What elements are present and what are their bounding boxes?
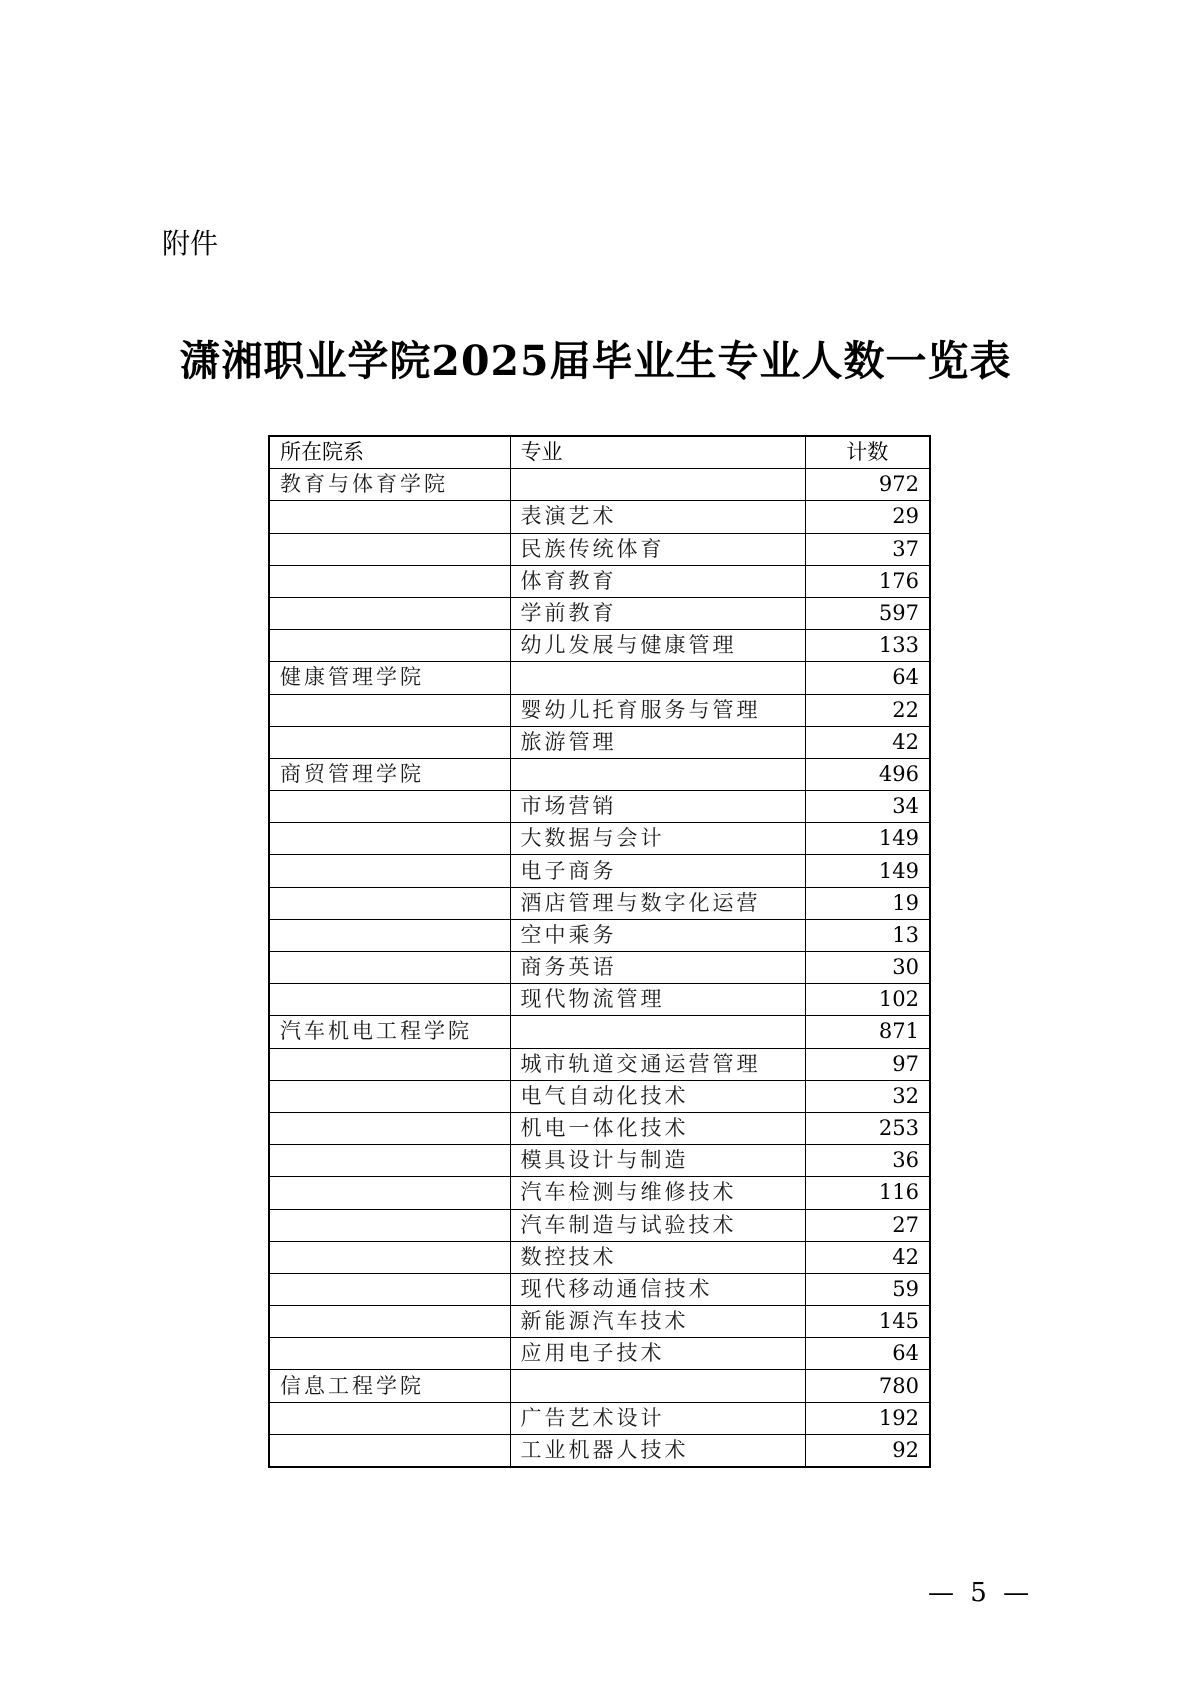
- cell-major: 商务英语: [510, 952, 805, 984]
- cell-count: 145: [805, 1306, 930, 1338]
- table-row: [269, 1016, 930, 1048]
- cell-dept: [269, 533, 510, 565]
- cell-count: 34: [805, 791, 930, 823]
- cell-major: 表演艺术: [510, 501, 805, 533]
- cell-major: 酒店管理与数字化运营: [510, 887, 805, 919]
- cell-count: 780: [805, 1370, 930, 1402]
- cell-major: 电子商务: [510, 855, 805, 887]
- cell-count: 102: [805, 984, 930, 1016]
- table-row: [269, 1338, 930, 1370]
- table-row: [269, 1145, 930, 1177]
- cell-count: 176: [805, 565, 930, 597]
- cell-count: 64: [805, 1338, 930, 1370]
- cell-count: 149: [805, 823, 930, 855]
- cell-major: 市场营销: [510, 791, 805, 823]
- cell-major: 汽车制造与试验技术: [510, 1209, 805, 1241]
- table-row: [269, 952, 930, 984]
- table-body: [269, 469, 930, 1467]
- cell-dept: [269, 1177, 510, 1209]
- cell-dept: 信息工程学院: [269, 1370, 510, 1402]
- table-row: [269, 1112, 930, 1144]
- cell-major: 现代移动通信技术: [510, 1273, 805, 1305]
- cell-major: 工业机器人技术: [510, 1434, 805, 1467]
- cell-count: 30: [805, 952, 930, 984]
- table-row: [269, 533, 930, 565]
- cell-major: [510, 469, 805, 501]
- cell-count: 92: [805, 1434, 930, 1467]
- table-row: [269, 1209, 930, 1241]
- cell-dept: [269, 1434, 510, 1467]
- cell-dept: [269, 984, 510, 1016]
- table-row: [269, 565, 930, 597]
- cell-count: 253: [805, 1112, 930, 1144]
- cell-major: [510, 662, 805, 694]
- cell-dept: [269, 694, 510, 726]
- table-row: [269, 1048, 930, 1080]
- cell-count: 116: [805, 1177, 930, 1209]
- table-row: [269, 1177, 930, 1209]
- cell-major: [510, 1016, 805, 1048]
- cell-count: 97: [805, 1048, 930, 1080]
- table-row: [269, 1370, 930, 1402]
- table-row: [269, 597, 930, 629]
- cell-count: 27: [805, 1209, 930, 1241]
- cell-count: 133: [805, 630, 930, 662]
- cell-dept: [269, 887, 510, 919]
- cell-count: 496: [805, 758, 930, 790]
- table-row: [269, 758, 930, 790]
- cell-major: 机电一体化技术: [510, 1112, 805, 1144]
- table-row: [269, 1080, 930, 1112]
- cell-dept: [269, 565, 510, 597]
- cell-dept: [269, 597, 510, 629]
- table-row: [269, 469, 930, 501]
- cell-major: 城市轨道交通运营管理: [510, 1048, 805, 1080]
- cell-dept: [269, 726, 510, 758]
- cell-dept: 商贸管理学院: [269, 758, 510, 790]
- table-row: [269, 1306, 930, 1338]
- cell-dept: [269, 952, 510, 984]
- table-row: [269, 887, 930, 919]
- header-dept: 所在院系: [269, 436, 510, 469]
- cell-dept: [269, 1048, 510, 1080]
- cell-major: [510, 758, 805, 790]
- cell-count: 59: [805, 1273, 930, 1305]
- table-row: [269, 1434, 930, 1467]
- cell-major: 旅游管理: [510, 726, 805, 758]
- cell-major: 婴幼儿托育服务与管理: [510, 694, 805, 726]
- cell-count: 192: [805, 1402, 930, 1434]
- table-row: [269, 726, 930, 758]
- cell-count: 32: [805, 1080, 930, 1112]
- cell-dept: [269, 1080, 510, 1112]
- cell-dept: [269, 823, 510, 855]
- table-row: [269, 694, 930, 726]
- table-header-row: [269, 436, 930, 469]
- cell-major: 广告艺术设计: [510, 1402, 805, 1434]
- cell-count: 42: [805, 726, 930, 758]
- page-number: — 5 —: [928, 1578, 1034, 1608]
- cell-count: 597: [805, 597, 930, 629]
- cell-major: 体育教育: [510, 565, 805, 597]
- cell-dept: [269, 791, 510, 823]
- cell-dept: [269, 919, 510, 951]
- table-row: [269, 630, 930, 662]
- cell-major: 民族传统体育: [510, 533, 805, 565]
- cell-major: 大数据与会计: [510, 823, 805, 855]
- cell-dept: 健康管理学院: [269, 662, 510, 694]
- cell-count: 972: [805, 469, 930, 501]
- table-row: [269, 501, 930, 533]
- cell-major: 数控技术: [510, 1241, 805, 1273]
- cell-dept: [269, 630, 510, 662]
- cell-dept: [269, 1273, 510, 1305]
- cell-dept: 教育与体育学院: [269, 469, 510, 501]
- document-title: 潇湘职业学院2025届毕业生专业人数一览表: [179, 337, 1012, 385]
- cell-dept: [269, 1209, 510, 1241]
- cell-dept: [269, 1306, 510, 1338]
- cell-dept: [269, 501, 510, 533]
- cell-dept: [269, 1338, 510, 1370]
- cell-major: 新能源汽车技术: [510, 1306, 805, 1338]
- table-row: [269, 662, 930, 694]
- cell-major: 现代物流管理: [510, 984, 805, 1016]
- cell-dept: [269, 1145, 510, 1177]
- cell-dept: [269, 1112, 510, 1144]
- cell-count: 37: [805, 533, 930, 565]
- cell-count: 29: [805, 501, 930, 533]
- graduates-table: [268, 435, 931, 1468]
- table-row: [269, 791, 930, 823]
- cell-dept: [269, 1241, 510, 1273]
- table-row: [269, 919, 930, 951]
- cell-major: 电气自动化技术: [510, 1080, 805, 1112]
- cell-dept: [269, 855, 510, 887]
- cell-count: 36: [805, 1145, 930, 1177]
- cell-major: 应用电子技术: [510, 1338, 805, 1370]
- cell-count: 22: [805, 694, 930, 726]
- cell-major: 空中乘务: [510, 919, 805, 951]
- cell-count: 64: [805, 662, 930, 694]
- cell-major: 汽车检测与维修技术: [510, 1177, 805, 1209]
- header-count: 计数: [805, 436, 930, 469]
- cell-dept: 汽车机电工程学院: [269, 1016, 510, 1048]
- table-row: [269, 1241, 930, 1273]
- table-row: [269, 1402, 930, 1434]
- table-row: [269, 984, 930, 1016]
- table-row: [269, 1273, 930, 1305]
- cell-count: 149: [805, 855, 930, 887]
- cell-major: 模具设计与制造: [510, 1145, 805, 1177]
- table-row: [269, 823, 930, 855]
- table-row: [269, 855, 930, 887]
- cell-count: 19: [805, 887, 930, 919]
- attachment-label: 附件: [162, 227, 219, 260]
- cell-count: 871: [805, 1016, 930, 1048]
- cell-dept: [269, 1402, 510, 1434]
- cell-count: 13: [805, 919, 930, 951]
- cell-major: 幼儿发展与健康管理: [510, 630, 805, 662]
- cell-major: [510, 1370, 805, 1402]
- cell-major: 学前教育: [510, 597, 805, 629]
- cell-count: 42: [805, 1241, 930, 1273]
- header-major: 专业: [510, 436, 805, 469]
